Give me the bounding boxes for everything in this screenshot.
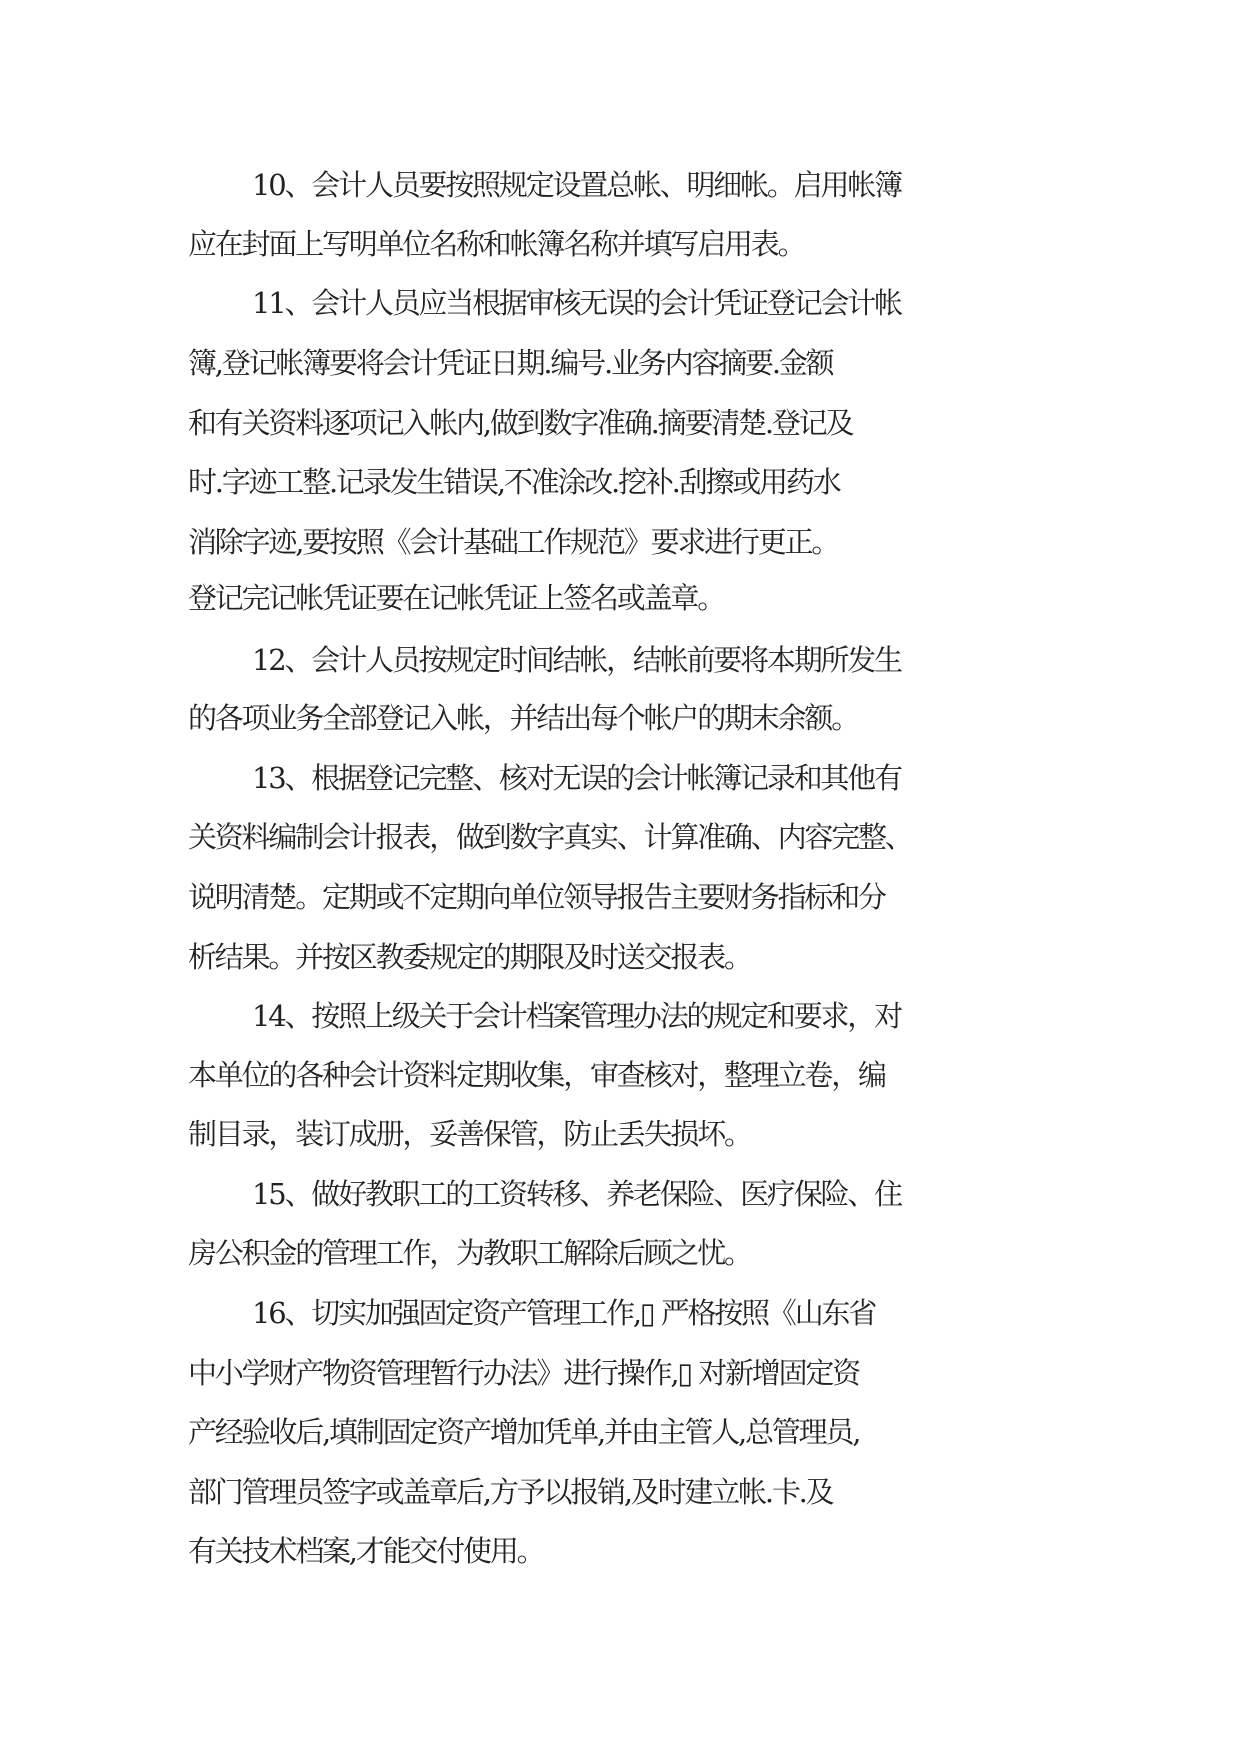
paragraph-13-line-4: 析结果。并按区教委规定的期限及时送交报表。 <box>188 940 751 974</box>
paragraph-14-line-1: 14、按照上级关于会计档案管理办法的规定和要求，对 <box>252 999 901 1033</box>
paragraph-13-line-3: 说明清楚。定期或不定期向单位领导报告主要财务指标和分 <box>188 880 885 914</box>
paragraph-14-line-2: 本单位的各种会计资料定期收集，审查核对，整理立卷，编 <box>188 1058 885 1092</box>
paragraph-12-line-1: 12、会计人员按规定时间结帐，结帐前要将本期所发生 <box>252 643 901 677</box>
paragraph-11-line-1: 11、会计人员应当根据审核无误的会计凭证登记会计帐 <box>252 286 901 320</box>
paragraph-12-line-2: 的各项业务全部登记入帐，并结出每个帐户的期末余额。 <box>188 701 859 735</box>
paragraph-10-line-1: 10、会计人员要按照规定设置总帐、明细帐。启用帐簿 <box>252 168 901 202</box>
paragraph-16-line-5: 有关技术档案,才能交付使用。 <box>188 1534 544 1568</box>
paragraph-11-line-2: 簿,登记帐簿要将会计凭证日期.编号.业务内容摘要.金额 <box>188 346 833 380</box>
paragraph-15-line-2: 房公积金的管理工作，为教职工解除后顾之忧。 <box>188 1236 751 1270</box>
paragraph-15-line-1: 15、做好教职工的工资转移、养老保险、医疗保险、住 <box>252 1177 901 1211</box>
paragraph-11-line-3: 和有关资料逐项记入帐内,做到数字准确.摘要清楚.登记及 <box>188 406 853 440</box>
paragraph-16-line-1: 16、切实加强固定资产管理工作,▯ 严格按照《山东省 <box>252 1296 876 1330</box>
paragraph-13-line-1: 13、根据登记完整、核对无误的会计帐簿记录和其他有 <box>252 761 901 795</box>
paragraph-11-line-6: 登记完记帐凭证要在记帐凭证上签名或盖章。 <box>188 581 725 615</box>
paragraph-11-line-5: 消除字迹,要按照《会计基础工作规范》要求进行更正。 <box>188 525 839 559</box>
paragraph-10-line-2: 应在封面上写明单位名称和帐簿名称并填写启用表。 <box>188 227 805 261</box>
paragraph-16-line-4: 部门管理员签字或盖章后,方予以报销,及时建立帐.卡.及 <box>188 1475 833 1509</box>
paragraph-16-line-2: 中小学财产物资管理暂行办法》进行操作,▯ 对新增固定资 <box>188 1356 859 1390</box>
paragraph-11-line-4: 时.字迹工整.记录发生错误,不准涂改.挖补.刮擦或用药水 <box>188 465 840 499</box>
paragraph-16-line-3: 产经验收后,填制固定资产增加凭单,并由主管人,总管理员, <box>188 1415 860 1449</box>
paragraph-14-line-3: 制目录，装订成册，妥善保管，防止丢失损坏。 <box>188 1117 751 1151</box>
paragraph-13-line-2: 关资料编制会计报表，做到数字真实、计算准确、内容完整、 <box>188 820 912 854</box>
